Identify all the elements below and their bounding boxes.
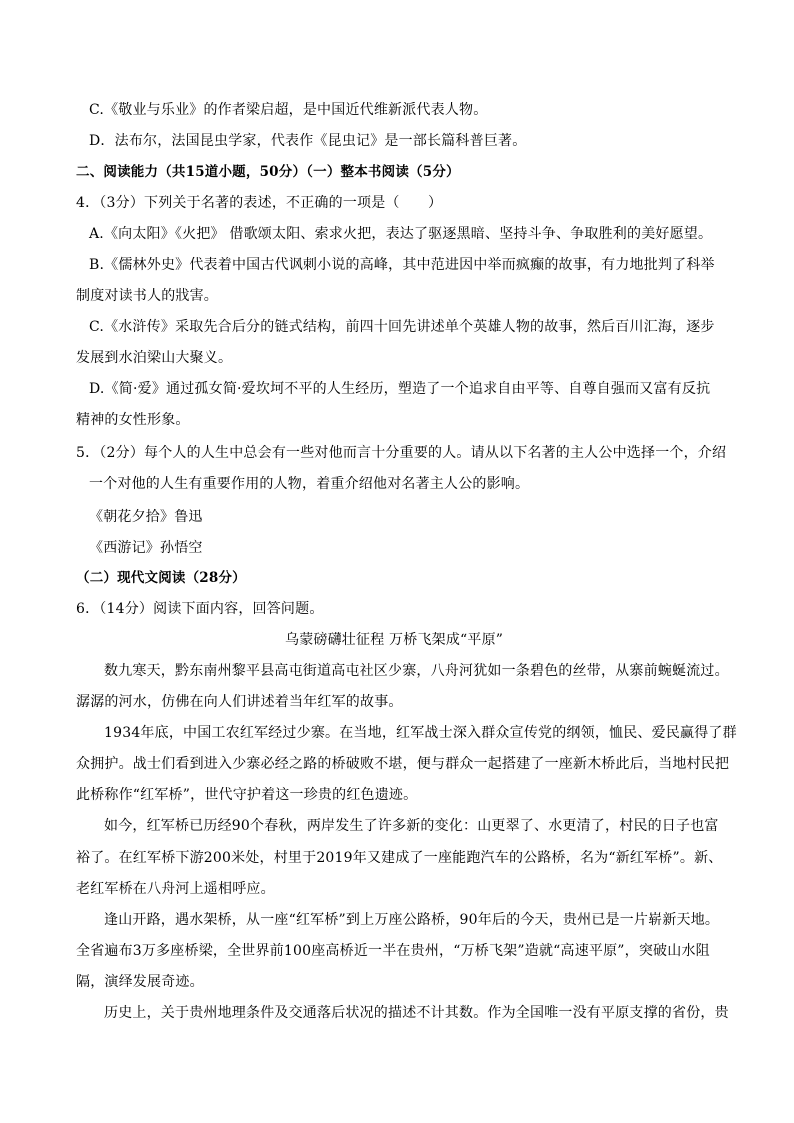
paragraph-5-line-1: 历史上，关于贵州地理条件及交通落后状况的描述不计其数。作为全国唯一没有平原支撑的省份，贵	[104, 1005, 729, 1021]
question-6-stem: 6．（14分）阅读下面内容，回答问题。	[76, 601, 324, 617]
paragraph-2-line-2: 众拥护。战士们看到进入少寨必经之路的桥破败不堪，便与群众一起搭建了一座新木桥此后，当地村民把	[76, 756, 730, 772]
question-4-option-a: A.《向太阳》《火把》 借歌颂太阳、索求火把，表达了驱逐黑暗、坚持斗争、争取胜利的美好愿望。	[89, 226, 713, 242]
question-5-option-1: 《朝花夕拾》鲁迅	[89, 509, 203, 525]
question-4-option-d-cont: 精神的女性形象。	[76, 412, 190, 428]
section-heading-modern: （二）现代文阅读（28分）	[76, 570, 246, 586]
paragraph-3-line-2: 裕了。在红军桥下游200米处，村里于2019年又建成了一座能跑汽车的公路桥，名为“新红军桥”。新、	[76, 850, 723, 866]
paragraph-3-line-3: 老红军桥在八舟河上遥相呼应。	[76, 881, 275, 897]
option-d-text: D．法布尔，法国昆虫学家，代表作《昆虫记》是一部长篇科普巨著。	[89, 133, 527, 149]
question-5-option-2: 《西游记》孙悟空	[89, 540, 203, 556]
paragraph-1-line-1: 数九寒天，黔东南州黎平县高屯街道高屯社区少寨，八舟河犹如一条碧色的丝带，从寨前蜿蜒流过。	[104, 663, 729, 679]
question-5-stem: 5．（2分）每个人的人生中总会有一些对他而言十分重要的人。请从以下名著的主人公中选择一个，介绍	[76, 445, 727, 461]
section-heading-reading: 二、阅读能力（共15道小题，50分）（一）整本书阅读（5分）	[76, 164, 460, 180]
option-c-text: C.《敬业与乐业》的作者梁启超，是中国近代维新派代表人物。	[89, 102, 488, 118]
paragraph-2-line-1: 1934年底，中国工农红军经过少寨。在当地，红军战士深入群众宣传党的纲领，恤民、爱民赢得了群	[104, 725, 737, 741]
paragraph-1-line-2: 潺潺的河水，仿佛在向人们讲述着当年红军的故事。	[76, 694, 403, 710]
paragraph-4-line-3: 隔，演绎发展奇迹。	[76, 974, 204, 990]
paragraph-2-line-3: 此桥称作“红军桥”，世代守护着这一珍贵的红色遗迹。	[76, 787, 418, 803]
question-5-stem-cont: 一个对他的人生有重要作用的人物，着重介绍他对名著主人公的影响。	[89, 476, 530, 492]
paragraph-3-line-1: 如今，红军桥已历经90个春秋，两岸发生了许多新的变化：山更翠了、水更清了，村民的日子也富	[104, 818, 719, 834]
question-4-option-d: D.《简·爱》通过孤女简·爱坎坷不平的人生经历，塑造了一个追求自由平等、自尊自强而又富有反抗	[89, 381, 711, 397]
question-4-stem: 4．（3分）下列关于名著的表述，不正确的一项是（ ）	[76, 195, 443, 211]
question-4-option-b: B.《儒林外史》代表着中国古代讽刺小说的高峰，其中范进因中举而疯癫的故事，有力地批判了科举	[89, 257, 715, 273]
question-4-option-c-cont: 发展到水泊梁山大聚义。	[76, 350, 233, 366]
question-4-option-c: C.《水浒传》采取先合后分的链式结构，前四十回先讲述单个英雄人物的故事，然后百川汇海，逐步	[89, 319, 715, 335]
paragraph-4-line-1: 逢山开路，遇水架桥，从一座“红军桥”到上万座公路桥，90年后的今天，贵州已是一片崭新天地。	[104, 912, 720, 928]
article-title: 乌蒙磅礴壮征程 万桥飞架成“平原”	[285, 632, 504, 648]
question-4-option-b-cont: 制度对读书人的戕害。	[76, 288, 218, 304]
paragraph-4-line-2: 全省遍布3万多座桥梁，全世界前100座高桥近一半在贵州，“万桥飞架”造就“高速平原”，突破山水阻	[76, 943, 710, 959]
